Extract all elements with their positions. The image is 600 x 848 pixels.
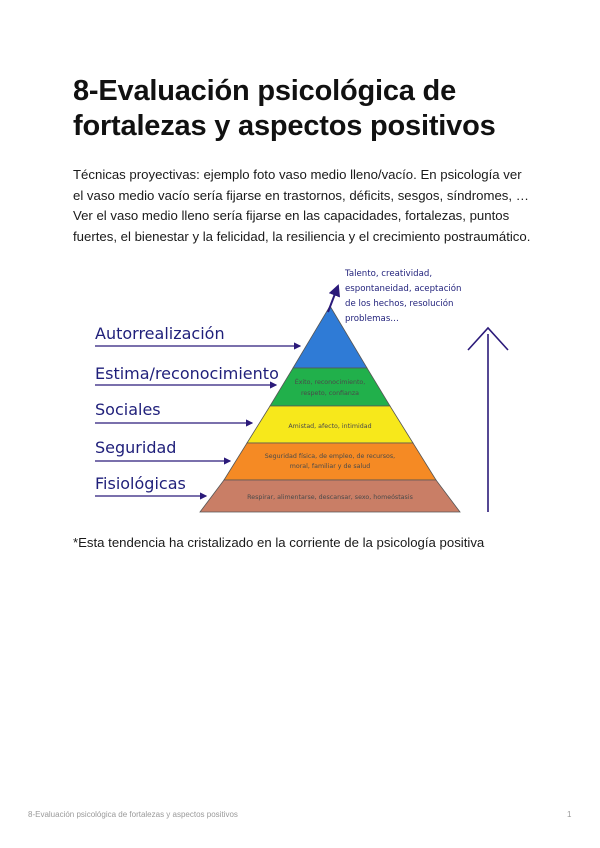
pyramid-level-4-desc-line-1: Seguridad física, de empleo, de recursos, [264, 453, 396, 460]
pyramid-level-4-desc-line-2: moral, familiar y de salud [289, 463, 371, 470]
page-number: 1 [567, 810, 572, 819]
caption: *Esta tendencia ha cristalizado en la corriente de la psicología positiva [73, 535, 485, 550]
maslow-pyramid-figure [80, 262, 540, 522]
pyramid-level-2-label: Estima/reconocimiento [95, 364, 279, 383]
footer-title: 8-Evaluación psicológica de fortalezas y aspectos positivos [28, 810, 238, 819]
top-note-line-1: Talento, creatividad, [345, 269, 433, 279]
pyramid-level-3-desc: Amistad, afecto, intimidad [288, 423, 372, 430]
apex-arrow [328, 286, 338, 312]
pyramid-level-4-label: Seguridad [95, 438, 177, 457]
page-title: 8-Evaluación psicológica de fortalezas y aspectos positivos [73, 75, 496, 142]
top-note-line-2: espontaneidad, aceptación [345, 284, 462, 294]
pyramid-svg [80, 262, 540, 522]
pyramid-level-4-band [224, 443, 436, 480]
pyramid-level-3-label: Sociales [95, 400, 161, 419]
intro-paragraph: Técnicas proyectivas: ejemplo foto vaso medio lleno/vacío. En psicología ver el vaso medio vacío sería fijarse en trastornos, déficits, sesgos, síndromes, … Ver el vaso medio lleno sería fijarse en las capacidades, fortalezas, puntos fuertes, el bienestar y la felicidad, la resiliencia y el crecimiento postraumático. [73, 167, 531, 244]
pyramid-level-1-label: Autorrealización [95, 324, 225, 343]
pyramid-level-2-band [270, 368, 390, 406]
top-note-line-3: de los hechos, resolución [345, 299, 454, 309]
pyramid-level-5-desc: Respirar, alimentarse, descansar, sexo, homeóstasis [247, 494, 413, 501]
pyramid-level-5-label: Fisiológicas [95, 474, 186, 493]
top-note-line-4: problemas… [345, 314, 399, 324]
pyramid-level-2-desc-line-1: Éxito, reconocimiento, [294, 379, 366, 386]
pyramid-level-2-desc-line-2: respeto, confianza [300, 390, 360, 397]
